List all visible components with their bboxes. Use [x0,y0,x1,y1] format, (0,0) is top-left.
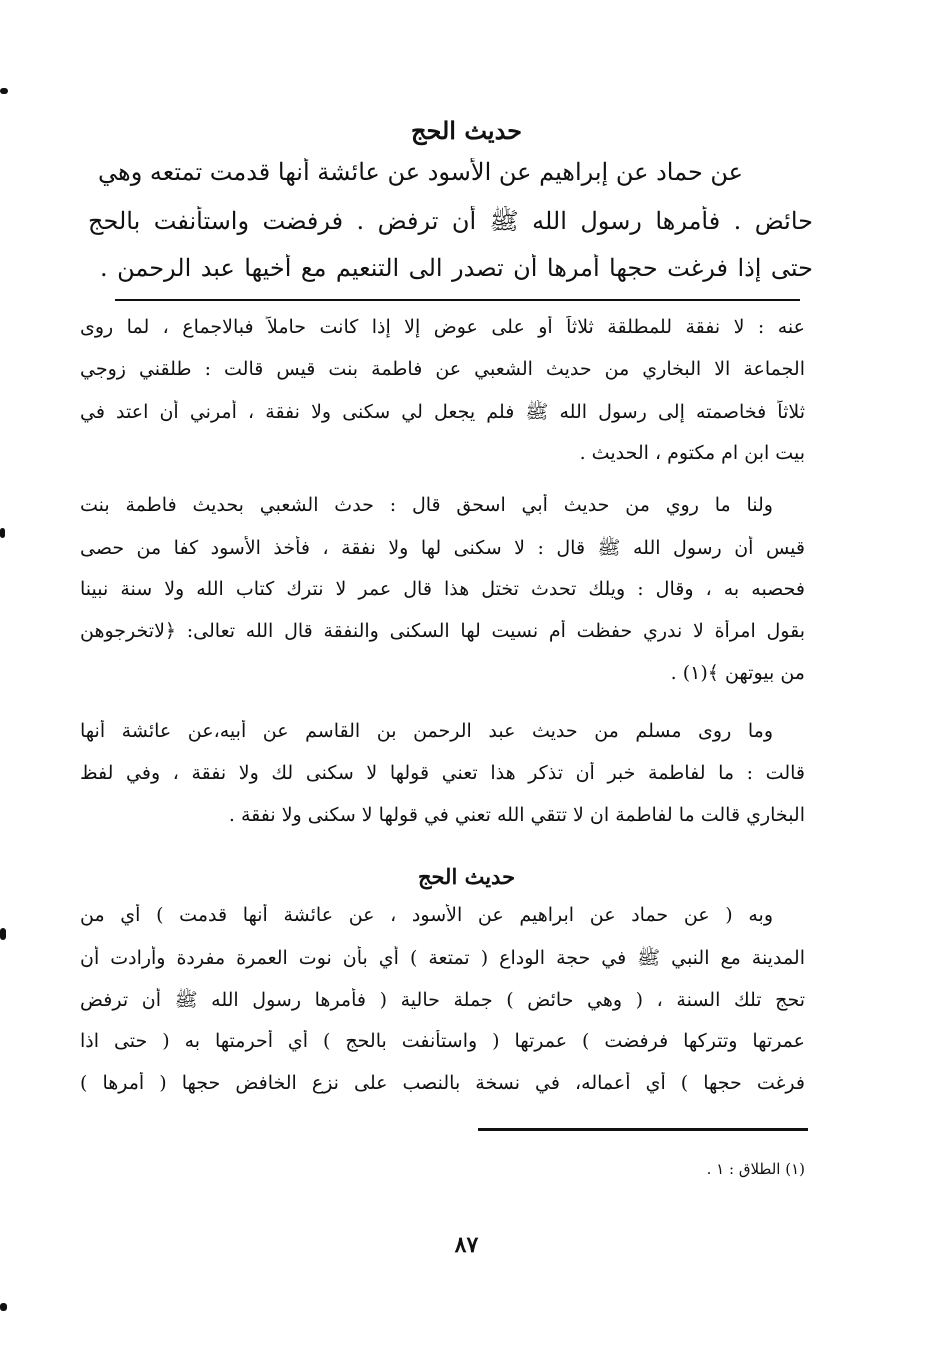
section-divider [115,299,800,301]
body-line: وبه ( عن حماد عن ابراهيم عن الأسود ، عن عائشة أنها قدمت ) أي من [80,904,773,926]
body-line: فرغت حجها ) أي أعماله، في نسخة بالنصب على نزع الخافض حجها ( أمرها ) [80,1072,805,1094]
top-heading: حديث الحج [411,116,522,145]
body-line: فحصبه به ، وقال : ويلك تحدث تختل هذا قال عمر لا نترك كتاب الله ولا سنة نبينا [80,578,805,600]
scan-mark [0,88,8,94]
body-line: المدينة مع النبي ﷺ في حجة الوداع ( تمتعة ) أي بأن نوت العمرة مفردة وأرادت أن [80,947,805,969]
footnote-divider [478,1128,808,1131]
body-line: بيت ابن ام مكتوم ، الحديث . [579,442,805,464]
body-line: بقول امرأة لا ندري حفظت أم نسيت لها السكنى والنفقة قال الله تعالى: ﴿لاتخرجوهن [80,620,805,642]
page-number: ٨٧ [454,1232,479,1258]
scan-mark [0,528,5,538]
body-line: قيس أن رسول الله ﷺ قال : لا سكنى لها ولا نفقة ، فأخذ الأسود كفا من حصى [80,537,805,559]
body-line: من بيوتهن ﴾(١) . [670,662,805,684]
body-line: الجماعة الا البخاري من حديث الشعبي عن فاطمة بنت قيس قالت : طلقني زوجي [80,358,805,380]
body-line: عمرتها وتتركها فرفضت ) عمرتها ( واستأنفت بالحج ) أي أحرمتها به ( حتى اذا [80,1030,805,1052]
scan-mark [0,928,6,940]
body-line: تحج تلك السنة ، ( وهي حائض ) جملة حالية ( فأمرها رسول الله ﷺ أن ترفض [80,989,805,1011]
body-line: وما روى مسلم من حديث عبد الرحمن بن القاسم عن أبيه،عن عائشة أنها [80,720,773,742]
body-line: عنه : لا نفقة للمطلقة ثلاثاً أو على عوض إلا إذا كانت حاملاً فبالاجماع ، لما روى [80,316,805,338]
section-heading: حديث الحج [417,864,516,889]
body-line: البخاري قالت ما لفاطمة ان لا تتقي الله تعني في قولها لا سكنى ولا نفقة . [228,804,805,826]
top-line: عن حماد عن إبراهيم عن الأسود عن عائشة أنها قدمت تمتعه وهي [98,158,743,186]
footnote: (١) الطلاق : ١ . [706,1160,805,1178]
top-line: حائض . فأمرها رسول الله ﷺ أن ترفض . فرفضت واستأنفت بالحج [88,207,813,235]
body-line: قالت : ما لفاطمة خبر أن تذكر هذا تعني قولها لا سكنى لك ولا نفقة ، وفي لفظ [80,762,805,784]
top-line: حتى إذا فرغت حجها أمرها أن تصدر الى التنعيم مع أخيها عبد الرحمن . [100,254,813,282]
body-line: ثلاثاً فخاصمته إلى رسول الله ﷺ فلم يجعل لي سكنى ولا نفقة ، أمرني أن اعتد في [80,401,805,423]
scan-mark [0,1303,7,1311]
body-line: ولنا ما روي من حديث أبي اسحق قال : حدث الشعبي بحديث فاطمة بنت [80,494,773,516]
